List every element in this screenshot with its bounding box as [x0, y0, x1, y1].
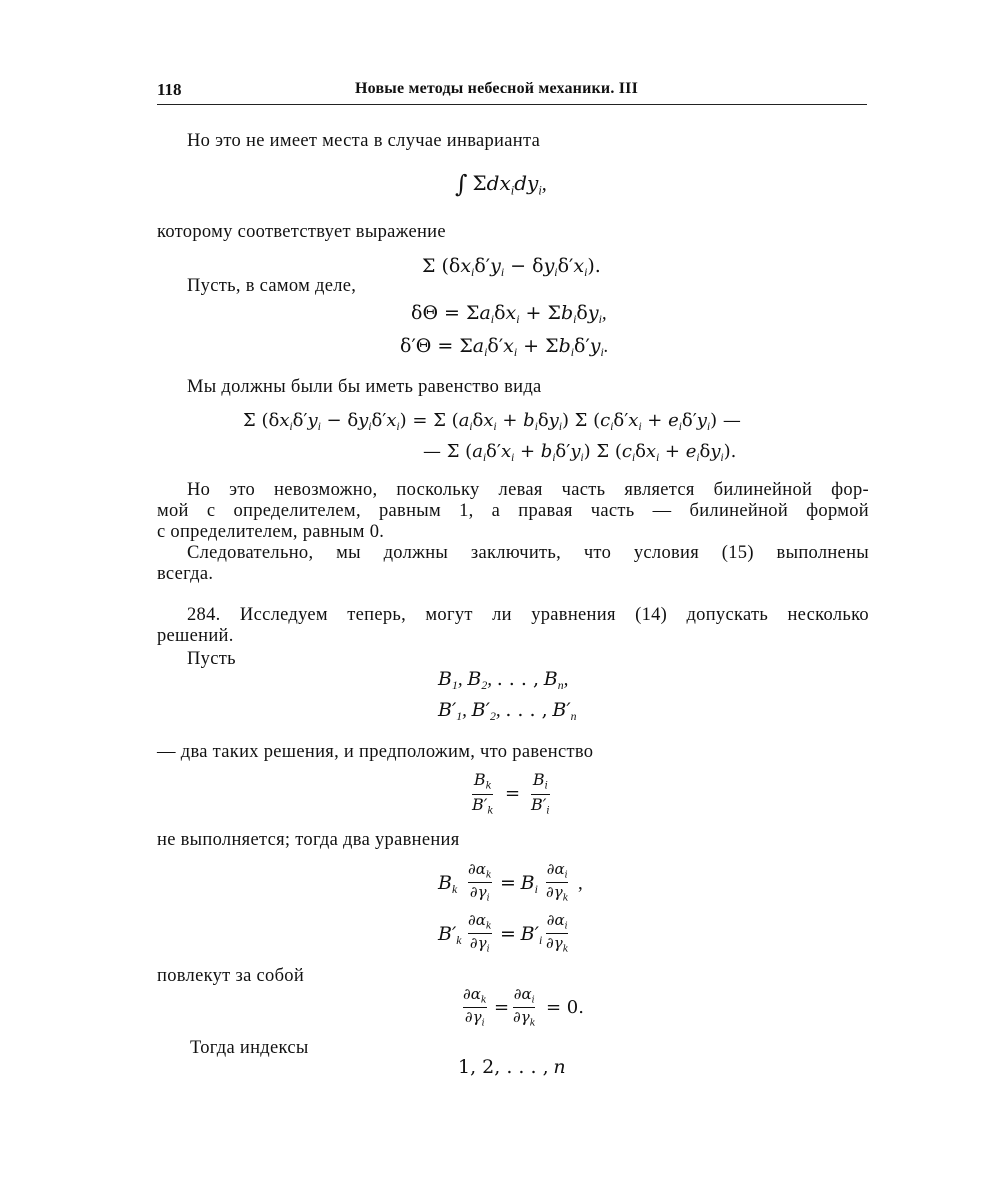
- paragraph-let: Пусть: [187, 649, 236, 669]
- paragraph-conclusion-line2: всегда.: [157, 564, 214, 584]
- equation-solutions-2: $B'_1$, $B'_2$, . . . , $B'_n$: [438, 699, 577, 724]
- fraction-conclusion-1: $\partial\alpha_k$ $\partial\gamma_i$: [463, 985, 487, 1029]
- fraction-conclusion-2: $\partial\alpha_i$ $\partial\gamma_k$: [513, 985, 536, 1029]
- equation-solutions-1: $B_1$, $B_2$, . . . , $B_n$,: [438, 668, 569, 693]
- section-284-line2: решений.: [157, 626, 234, 646]
- section-284-line1: 284. Исследуем теперь, могут ли уравнения (14) допускать несколько: [187, 605, 869, 625]
- fraction-dak-dgi-2: $\partial\alpha_k$ $\partial\gamma_i$: [468, 911, 492, 955]
- equals-sign: =: [505, 783, 521, 804]
- paragraph-expression-intro: которому соответствует выражение: [157, 222, 446, 242]
- equation-delta-theta: $\delta\Theta = \Sigma a_i\delta x_i + \Sigma b_i\delta y_i$,: [411, 302, 607, 327]
- paragraph-impossible-line3: с определителем, равным 0.: [157, 522, 385, 542]
- equals-zero: = 0.: [546, 997, 584, 1018]
- paragraph-imply: повлекут за собой: [157, 966, 305, 986]
- paragraph-impossible-line1: Но это невозможно, поскольку левая часть является билинейной фор-: [187, 480, 869, 500]
- running-head-title: Новые методы небесной механики. III: [355, 80, 639, 97]
- fraction-dak-dgi: $\partial\alpha_k$ $\partial\gamma_i$: [468, 860, 492, 904]
- equation-indices: 1, 2, . . . , n: [458, 1056, 566, 1078]
- paragraph-impossible-line2: мой с определителем, равным 1, а правая часть — билинейной формой: [157, 501, 869, 521]
- running-header: [157, 78, 867, 105]
- paragraph-indices: Тогда индексы: [190, 1038, 309, 1058]
- coef-bk: $B_k$: [438, 872, 458, 897]
- paragraph-let-indeed: Пусть, в самом деле,: [187, 276, 357, 296]
- equals-bpi: = $B'_i$: [500, 923, 543, 948]
- page-number: 118: [157, 80, 182, 99]
- equals-sign-1: =: [494, 997, 510, 1018]
- paragraph-invariant: Но это не имеет места в случае инварианта: [187, 131, 541, 151]
- equals-bi: = $B_i$: [500, 872, 538, 897]
- equation-delta-prime-theta: $\delta'\Theta = \Sigma a_i\delta'x_i + \Sigma b_i\delta'y_i$.: [400, 335, 609, 360]
- equation-expression: Σ $(\delta x_i\delta'y_i - \delta y_i\delta'x_i)$.: [422, 255, 601, 280]
- coef-bpk: $B'_k$: [438, 923, 462, 948]
- paragraph-two-equations: не выполняется; тогда два уравнения: [157, 830, 460, 850]
- fraction-bk: $B_k$ $B'_k$: [472, 770, 494, 817]
- equation-invariant: ∫ $\Sigma dx_idy_i$,: [455, 170, 547, 198]
- equation-equality-line1: Σ $(\delta x_i\delta'y_i - \delta y_i\delta'x_i) = \Sigma$ $(a_i\delta x_i + b_i\delta y_i)$ Σ $(c_i\delta'x_i + e_i\delta'y_i)$ —: [243, 410, 741, 433]
- paragraph-two-solutions: — два таких решения, и предположим, что равенство: [157, 742, 594, 762]
- fraction-dai-dgk: $\partial\alpha_i$ $\partial\gamma_k$: [546, 860, 569, 904]
- equation-equality-line2: — Σ $(a_i\delta'x_i + b_i\delta'y_i)$ Σ $(c_i\delta x_i + e_i\delta y_i)$.: [423, 441, 737, 464]
- paragraph-equality-intro: Мы должны были бы иметь равенство вида: [187, 377, 542, 397]
- fraction-bi: $B_i$ $B'_i$: [531, 770, 550, 817]
- paragraph-conclusion-line1: Следовательно, мы должны заключить, что условия (15) выполнены: [187, 543, 869, 563]
- fraction-dai-dgk-2: $\partial\alpha_i$ $\partial\gamma_k$: [546, 911, 569, 955]
- comma: ,: [578, 873, 583, 894]
